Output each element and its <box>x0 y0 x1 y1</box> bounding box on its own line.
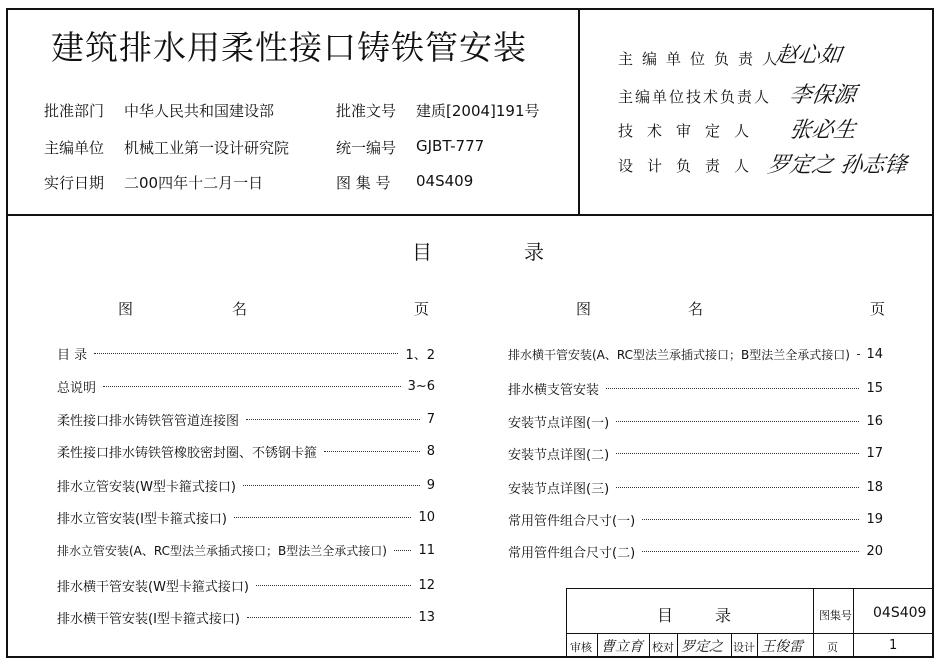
approval-doc-value: 建质[2004]191号 <box>416 102 540 120</box>
toc-leader <box>256 584 411 586</box>
toc-entry-title: 总说明 <box>57 380 97 396</box>
toc-entry-page: 10 <box>418 509 435 525</box>
toc-entry-title: 安装节点详图(三) <box>508 481 610 497</box>
signature-unit-tech-head: 李保源 <box>787 83 858 108</box>
title-block-divider <box>757 633 758 657</box>
title-block-atlas-no: 04S409 <box>873 605 927 621</box>
toc-entry-title: 柔性接口排水铸铁管橡胶密封圈、不锈钢卡箍 <box>57 445 318 461</box>
toc-entry-page: 16 <box>866 413 883 429</box>
toc-entry-page: 17 <box>866 445 883 461</box>
title-block <box>566 588 934 658</box>
toc-entry-title: 排水横支管安装 <box>508 382 600 398</box>
title-block-checker-signature: 罗定之 <box>681 639 723 655</box>
unified-no-value: GJBT-777 <box>416 137 485 155</box>
title-block-divider <box>813 589 814 657</box>
toc-leader <box>394 549 412 551</box>
atlas-no-label: 图 集 号 <box>336 174 391 192</box>
title-block-name-left: 目 <box>657 606 674 625</box>
toc-leader <box>246 418 420 420</box>
title-block-rule <box>567 633 933 634</box>
toc-leader <box>324 450 420 452</box>
signature-tech-review: 张必生 <box>787 118 858 143</box>
toc-leader <box>243 484 420 486</box>
atlas-no-value: 04S409 <box>416 172 474 190</box>
header-divider <box>578 8 580 214</box>
effective-date-value: 二00四年十二月一日 <box>124 174 264 192</box>
toc-entry[interactable] <box>57 409 435 429</box>
toc-entry[interactable] <box>508 477 883 497</box>
unified-no-label: 统一编号 <box>336 139 397 157</box>
toc-entry[interactable] <box>508 443 883 463</box>
toc-entry-page: 15 <box>866 380 883 396</box>
right-col-name-header: 名 <box>688 300 704 318</box>
toc-entry-title: 柔性接口排水铸铁管管道连接图 <box>57 413 240 429</box>
toc-entry-title: 排水立管安装(A、RC型法兰承插式接口；B型法兰全承式接口) <box>57 543 387 558</box>
approval-dept-value: 中华人民共和国建设部 <box>124 102 275 120</box>
toc-entry-title: 安装节点详图(一) <box>508 415 610 431</box>
title-block-page-label: 页 <box>827 641 838 654</box>
title-block-name-right: 录 <box>715 606 732 625</box>
unit-head-label: 主编单位负责人 <box>618 50 787 68</box>
toc-entry-title: 安装节点详图(二) <box>508 447 610 463</box>
contents-title-right: 录 <box>524 240 544 264</box>
toc-entry[interactable] <box>508 509 883 529</box>
toc-leader <box>616 420 859 422</box>
toc-entry-page: 7 <box>426 411 435 427</box>
title-block-divider <box>597 633 598 657</box>
toc-entry[interactable] <box>508 411 883 431</box>
effective-date-label: 实行日期 <box>44 174 105 192</box>
title-block-page-no: 1 <box>889 638 898 653</box>
toc-leader <box>642 518 859 520</box>
header-bottom-rule <box>6 214 934 216</box>
toc-entry-title: 排水横干管安装(I型卡箍式接口) <box>57 611 240 627</box>
toc-entry[interactable] <box>57 441 435 461</box>
title-block-check-label: 校对 <box>652 641 674 654</box>
title-block-review-label: 审核 <box>570 641 592 654</box>
title-block-atlas-label: 图集号 <box>819 609 852 622</box>
title-block-divider <box>853 589 854 657</box>
toc-entry[interactable] <box>57 607 435 627</box>
toc-entry[interactable] <box>508 378 883 398</box>
right-col-figure-header: 图 <box>576 300 592 318</box>
toc-leader <box>94 352 398 354</box>
signature-design-head: 罗定之 孙志锋 <box>765 153 909 178</box>
toc-entry[interactable] <box>57 475 435 495</box>
toc-entry-title: 排水横干管安装(A、RC型法兰承插式接口；B型法兰全承式接口) <box>508 347 850 362</box>
toc-entry[interactable] <box>57 376 435 396</box>
approval-dept-label: 批准部门 <box>44 102 105 120</box>
tech-review-label: 技术审定人 <box>618 122 764 140</box>
toc-entry-page: 13 <box>418 609 435 625</box>
left-col-page-header: 页 <box>414 300 430 318</box>
toc-entry[interactable] <box>57 540 435 560</box>
toc-entry-page: 19 <box>866 511 883 527</box>
unit-tech-head-label: 主编单位技术负责人 <box>618 88 772 106</box>
toc-leader <box>606 387 859 389</box>
toc-entry-page: 3~6 <box>407 378 435 394</box>
toc-leader <box>616 486 859 488</box>
toc-entry-page: 11 <box>418 542 435 558</box>
toc-entry[interactable] <box>57 507 435 527</box>
title-block-divider <box>649 633 650 657</box>
title-block-divider <box>731 633 732 657</box>
toc-entry-page: 9 <box>426 477 435 493</box>
toc-entry-page: 8 <box>426 443 435 459</box>
toc-entry-title: 排水立管安装(W型卡箍式接口) <box>57 479 236 495</box>
toc-entry[interactable] <box>57 575 435 595</box>
toc-entry-page: 14 <box>866 346 883 362</box>
toc-entry-page: 18 <box>866 479 883 495</box>
left-col-figure-header: 图 <box>118 300 134 318</box>
toc-entry-title: 常用管件组合尺寸(二) <box>508 545 636 561</box>
toc-leader <box>103 385 401 387</box>
title-block-design-label: 设计 <box>733 641 755 654</box>
toc-entry-title: 常用管件组合尺寸(一) <box>508 513 636 529</box>
toc-leader <box>616 452 859 454</box>
right-col-page-header: 页 <box>870 300 886 318</box>
toc-entry-title: 排水横干管安装(W型卡箍式接口) <box>57 579 249 595</box>
editor-unit-label: 主编单位 <box>44 139 105 157</box>
toc-entry[interactable] <box>508 344 883 364</box>
toc-entry[interactable] <box>508 541 883 561</box>
title-block-reviewer-signature: 曹立育 <box>601 639 643 655</box>
title-block-designer-signature: 王俊雷 <box>761 639 803 655</box>
toc-entry-page: 20 <box>866 543 883 559</box>
toc-leader <box>642 550 859 552</box>
toc-entry-page: 1、2 <box>405 347 435 363</box>
design-head-label: 设计负责人 <box>618 157 764 175</box>
toc-leader <box>234 516 411 518</box>
toc-leader <box>857 353 860 355</box>
toc-entry[interactable] <box>57 343 435 363</box>
toc-entry-page: 12 <box>418 577 435 593</box>
toc-entry-title: 排水立管安装(I型卡箍式接口) <box>57 511 227 527</box>
toc-leader <box>247 616 411 618</box>
left-col-name-header: 名 <box>232 300 248 318</box>
contents-title-left: 目 <box>412 240 432 264</box>
toc-entry-title: 目 录 <box>57 347 88 363</box>
approval-doc-label: 批准文号 <box>336 102 397 120</box>
signature-unit-head: 赵心如 <box>773 43 844 68</box>
title-block-divider <box>677 633 678 657</box>
document-title: 建筑排水用柔性接口铸铁管安装 <box>51 28 527 67</box>
editor-unit-value: 机械工业第一设计研究院 <box>124 139 290 157</box>
